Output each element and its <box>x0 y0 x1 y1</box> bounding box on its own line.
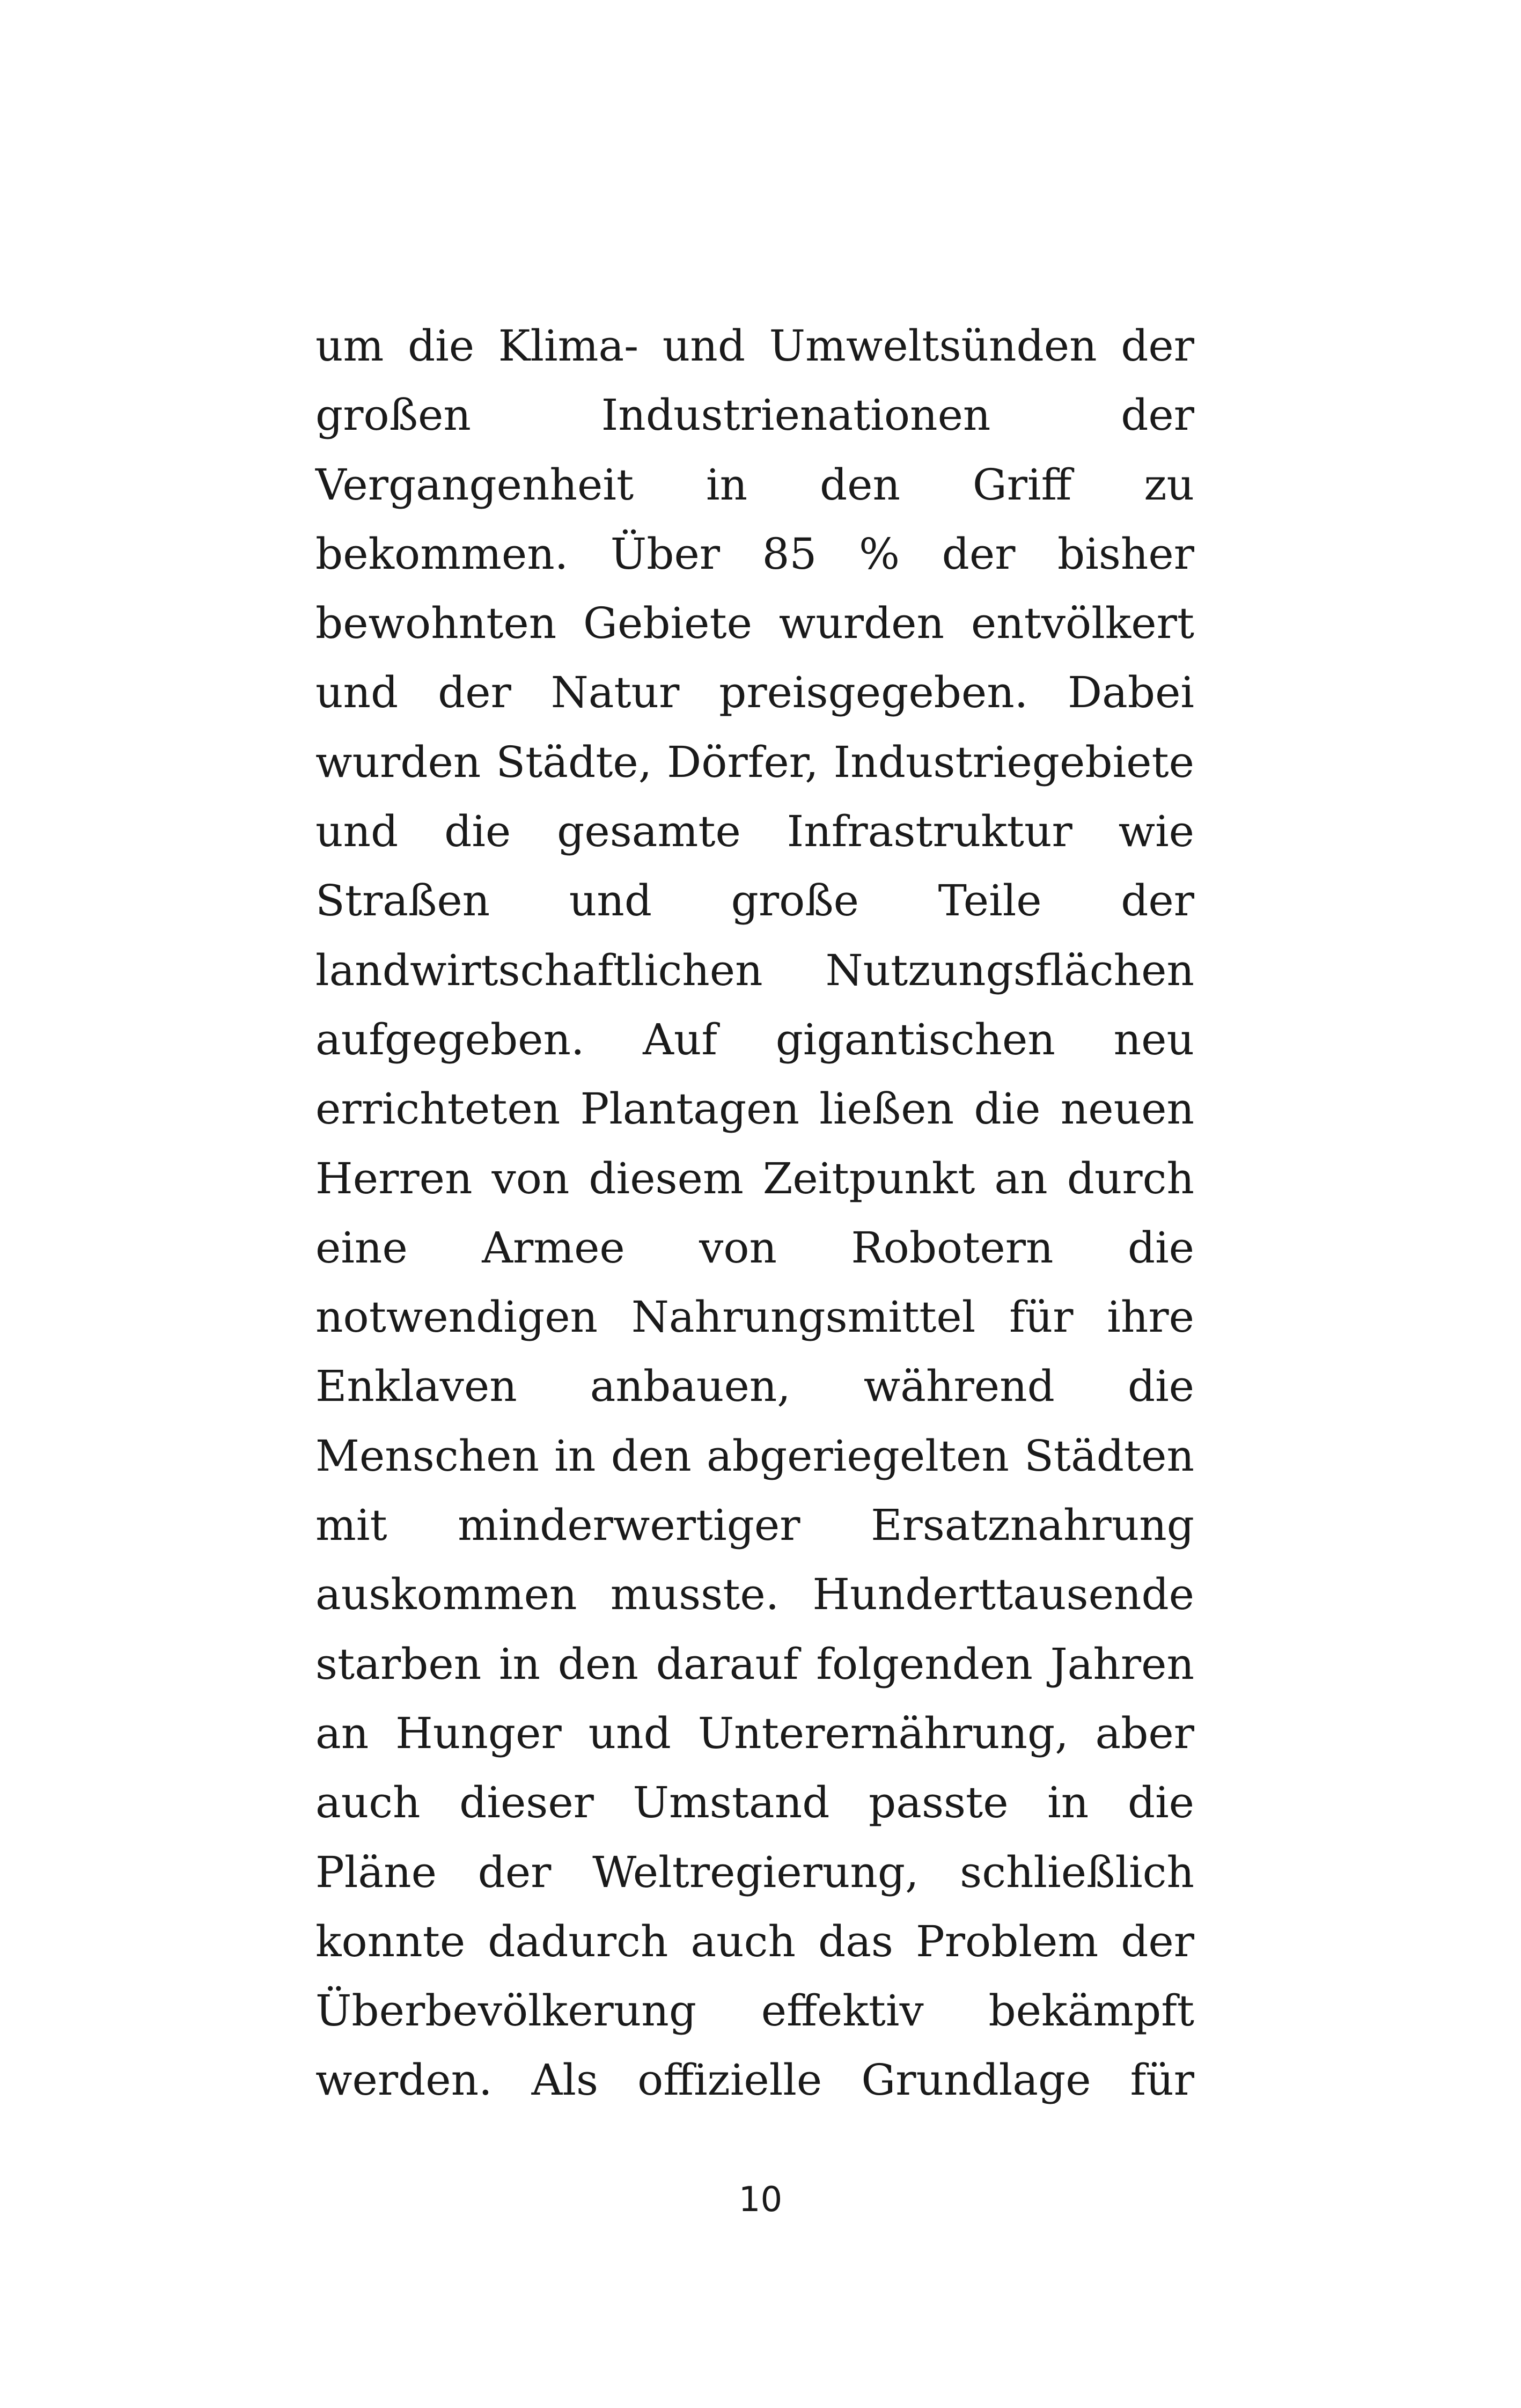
text-line: Pläne der Weltregierung, schließlich <box>315 1847 1194 1897</box>
text-line: auskommen musste. Hunderttausende <box>315 1569 1194 1620</box>
text-line: starben in den darauf folgenden Jahren <box>315 1639 1194 1689</box>
text-line: Überbevölkerung effektiv bekämpft <box>315 1986 1194 2036</box>
text-line: aufgegeben. Auf gigantischen neu <box>315 1014 1194 1064</box>
text-line: und der Natur preisgegeben. Dabei <box>315 667 1194 718</box>
text-line: auch dieser Umstand passte in die <box>315 1778 1194 1828</box>
page-number: 10 <box>738 2180 783 2220</box>
text-line: landwirtschaftlichen Nutzungsflächen <box>315 945 1194 995</box>
text-line: Herren von diesem Zeitpunkt an durch <box>315 1153 1194 1203</box>
text-line: mit minderwertiger Ersatznahrung <box>315 1500 1194 1551</box>
text-line: bekommen. Über 85 % der bisher <box>315 528 1194 579</box>
text-line: Enklaven anbauen, während die <box>315 1361 1194 1412</box>
text-line: Straßen und große Teile der <box>315 876 1194 926</box>
text-line: Menschen in den abgeriegelten Städten <box>315 1430 1194 1481</box>
text-line: großen Industrienationen der <box>315 390 1194 441</box>
text-line: Vergangenheit in den Griff zu <box>315 459 1194 510</box>
text-line: konnte dadurch auch das Problem der <box>315 1916 1194 1966</box>
text-line: an Hunger und Unterernährung, aber <box>315 1708 1194 1758</box>
text-line: bewohnten Gebiete wurden entvölkert <box>315 598 1194 649</box>
text-line: eine Armee von Robotern die <box>315 1222 1194 1273</box>
text-line: um die Klima- und Umweltsünden der <box>315 321 1194 371</box>
text-line: und die gesamte Infrastruktur wie <box>315 806 1194 857</box>
body-text <box>315 311 1194 2115</box>
text-line: errichteten Plantagen ließen die neuen <box>315 1084 1194 1134</box>
text-line: wurden Städte, Dörfer, Industriegebiete <box>315 737 1194 787</box>
text-line: notwendigen Nahrungsmittel für ihre <box>315 1292 1194 1342</box>
text-line: werden. Als offizielle Grundlage für <box>315 2055 1194 2105</box>
